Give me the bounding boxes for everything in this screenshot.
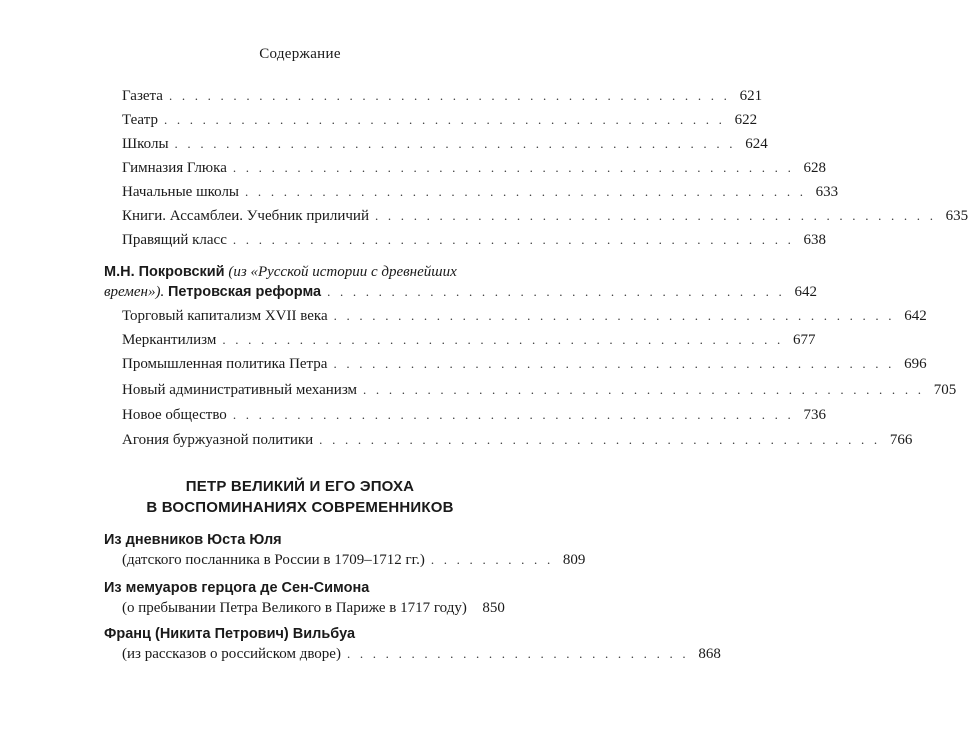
leader-dots: . . . . . . . . . . . . . . . . . . . . . . . . . . . . . . . . . . . . [327, 284, 786, 299]
toc-entry-label: Правящий класс [122, 232, 227, 248]
running-head: Содержание [259, 46, 341, 62]
toc-entry[interactable] [122, 330, 816, 350]
leader-dots: . . . . . . . . . . . . . . . . . . . . . . . . . . . . . . . . . . . . . . . . . . . . [363, 382, 925, 397]
toc-entry-label: (о пребывании Петра Великого в Париже в 1717 году) [122, 600, 467, 616]
toc-entry-page: 624 [745, 136, 768, 152]
toc-entry-page: 622 [734, 112, 758, 128]
leader-dots: . . . . . . . . . . . . . . . . . . . . . . . . . . . . . . . . . . . . . . . . . . . . [245, 184, 807, 199]
toc-entry[interactable] [122, 134, 768, 154]
toc-entry[interactable] [122, 550, 586, 570]
leader-dots: . . . . . . . . . . . . . . . . . . . . . . . . . . . . . . . . . . . . . . . . . . . . [232, 232, 795, 247]
toc-entry-label: Школы [122, 136, 169, 152]
leader-dots: . . . . . . . . . . . . . . . . . . . . . . . . . . . . . . . . . . . . . . . . . . . . [232, 160, 795, 175]
toc-entry[interactable] [122, 405, 826, 425]
leader-dots: . . . . . . . . . . . . . . . . . . . . . . . . . . . . . . . . . . . . . . . . . . . . [174, 136, 736, 151]
leader-dots: . . . . . . . . . . . . . . . . . . . . . . . . . . . . . . . . . . . . . . . . . . . . [232, 407, 794, 422]
section-title-line2: В ВОСПОМИНАНИЯХ СОВРЕМЕННИКОВ [146, 499, 454, 516]
memoir-title: Из мемуаров герцога де Сен-Симона [104, 580, 370, 596]
leader-dots: . . . . . . . . . . . . . . . . . . . . . . . . . . . . . . . . . . . . . . . . . . . . [375, 208, 937, 223]
entry-author: М.Н. Покровский [104, 264, 225, 280]
toc-entry-label: Гимназия Глюка [122, 160, 227, 176]
toc-entry-page: 850 [482, 600, 505, 616]
toc-entry[interactable] [122, 598, 505, 618]
entry-title: Петровская реформа [167, 284, 322, 300]
toc-entry[interactable] [122, 230, 827, 250]
toc-entry-label: Книги. Ассамблеи. Учебник приличий [122, 208, 369, 224]
memoir-title: Из дневников Юста Юля [104, 532, 282, 548]
toc-entry-label: Меркантилизм [122, 332, 217, 348]
toc-entry-page: 766 [889, 432, 913, 448]
toc-entry-page: 642 [904, 308, 927, 324]
toc-entry-page: 635 [945, 208, 968, 224]
leader-dots: . . . . . . . . . . . . . . . . . . . . . . . . . . . . . . . . . . . . . . . . . . . . [222, 332, 784, 347]
memoir-title: Франц (Никита Петрович) Вильбуа [104, 626, 356, 642]
toc-entry-page: 736 [803, 407, 826, 423]
toc-entry[interactable] [122, 206, 968, 226]
toc-entry-page: 621 [739, 88, 763, 104]
toc-entry-label: Газета [122, 88, 163, 104]
toc-entry-page: 677 [793, 332, 816, 348]
toc-entry[interactable] [122, 380, 957, 400]
toc-entry-label: Новый административный механизм [122, 382, 358, 398]
toc-entry-page: 642 [794, 284, 818, 300]
leader-dots: . . . . . . . . . . . . . . . . . . . . . . . . . . . [346, 646, 689, 661]
leader-dots: . . . . . . . . . . [430, 552, 554, 567]
toc-entry-page: 633 [815, 184, 839, 200]
toc-entry-label: Начальные школы [122, 184, 240, 200]
toc-entry-label: Агония буржуазной политики [122, 432, 314, 448]
toc-entry[interactable] [122, 430, 913, 450]
toc-entry-page: 809 [562, 552, 586, 568]
toc-entry[interactable] [122, 354, 927, 374]
toc-entry-label: Театр [122, 112, 158, 128]
leader-dots: . . . . . . . . . . . . . . . . . . . . . . . . . . . . . . . . . . . . . . . . . . . . [333, 356, 895, 371]
leader-dots: . . . . . . . . . . . . . . . . . . . . . . . . . . . . . . . . . . . . . . . . . . . . [163, 112, 726, 127]
toc-entry-page: 705 [933, 382, 957, 398]
toc-entry[interactable] [122, 158, 827, 178]
toc-entry-page: 696 [904, 356, 927, 372]
toc-entry-label [104, 282, 321, 302]
leader-dots: . . . . . . . . . . . . . . . . . . . . . . . . . . . . . . . . . . . . . . . . . . . . [333, 308, 895, 323]
leader-dots: . . . . . . . . . . . . . . . . . . . . . . . . . . . . . . . . . . . . . . . . . . . . [168, 88, 731, 103]
toc-entry[interactable] [104, 282, 818, 302]
toc-entry[interactable] [122, 644, 721, 664]
leader-dots: . . . . . . . . . . . . . . . . . . . . . . . . . . . . . . . . . . . . . . . . . . . . [319, 432, 881, 447]
toc-entry-page: 628 [803, 160, 827, 176]
toc-entry-label: (датского посланника в России в 1709–1712 гг.) [122, 552, 425, 568]
entry-source: (из «Русской истории с древнейших [228, 264, 457, 280]
pokrovsky-entry-line1 [104, 262, 457, 282]
toc-entry-page: 638 [803, 232, 827, 248]
toc-entry[interactable] [122, 306, 927, 326]
toc-entry-label: (из рассказов о российском дворе) [122, 646, 341, 662]
toc-entry[interactable] [122, 110, 758, 130]
toc-entry-label: Новое общество [122, 407, 227, 423]
toc-entry-label: Промышленная политика Петра [122, 356, 328, 372]
toc-entry-page: 868 [698, 646, 721, 662]
toc-entry-label: Торговый капитализм XVII века [122, 308, 328, 324]
section-title-line1: ПЕТР ВЕЛИКИЙ И ЕГО ЭПОХА [185, 478, 415, 495]
entry-source-continued: времен»). [104, 284, 165, 300]
toc-entry[interactable] [122, 182, 839, 202]
toc-entry[interactable] [122, 86, 763, 106]
